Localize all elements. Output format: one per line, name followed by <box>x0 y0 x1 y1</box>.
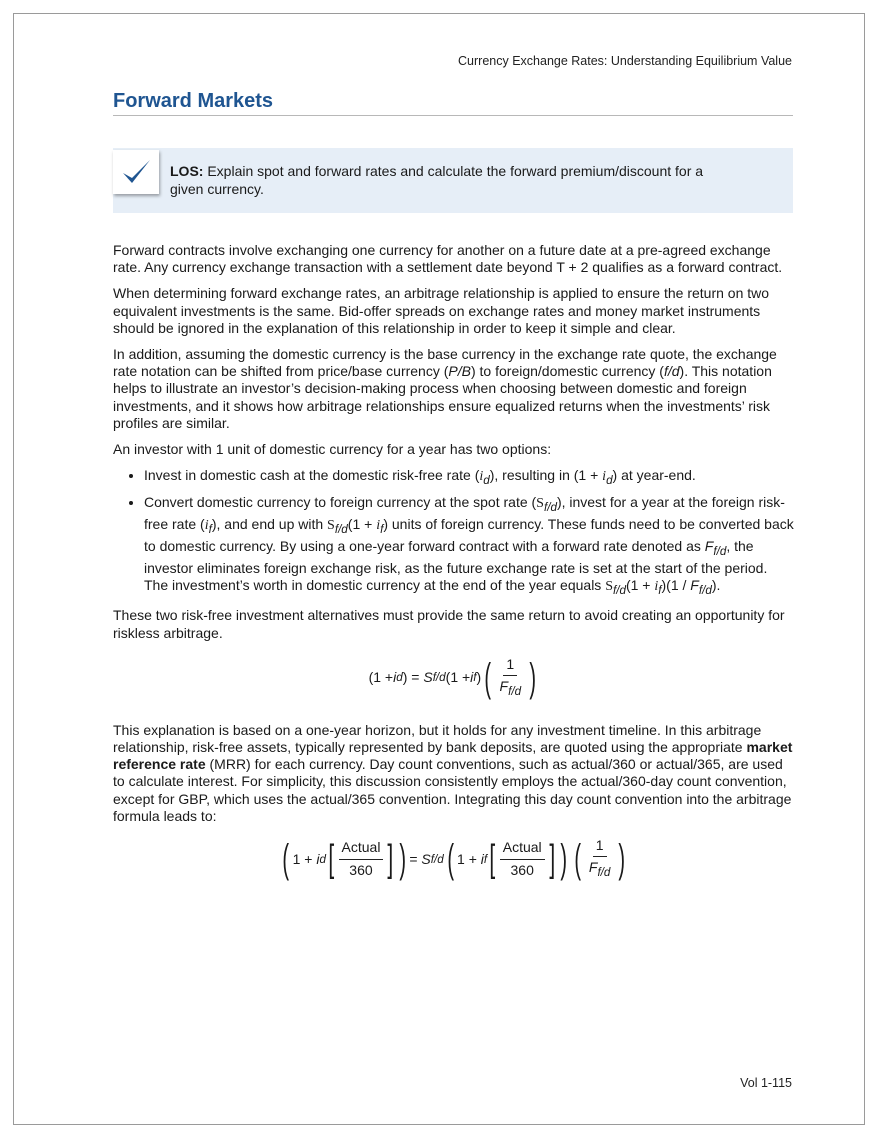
left-bracket: [ <box>328 838 335 881</box>
right-paren: ) <box>529 655 537 700</box>
symbol-fd: f/d <box>597 866 611 880</box>
los-check-badge <box>113 150 159 194</box>
text-run: ), resulting in (1 + <box>489 467 603 484</box>
symbol-i: i <box>479 469 484 485</box>
fraction <box>586 837 614 881</box>
eq-text: (1 + <box>445 669 471 686</box>
symbol-f: f <box>658 584 662 598</box>
symbol-fd: f/d <box>508 684 522 698</box>
symbol-fd: f/d <box>334 523 348 537</box>
right-paren: ) <box>618 837 626 882</box>
denominator: 360 <box>349 861 373 878</box>
text-run: (1 + <box>625 577 655 594</box>
left-paren: ( <box>447 837 454 882</box>
right-paren: ) <box>399 837 406 882</box>
left-paren: ( <box>573 837 581 882</box>
symbol-S: S <box>327 518 335 534</box>
text-run: Invest in domestic cash at the domestic risk-free rate ( <box>144 467 480 484</box>
symbol-S: S <box>536 496 544 512</box>
symbol-i: i <box>204 518 209 534</box>
symbol-d: d <box>319 852 326 866</box>
symbol-f: f <box>380 523 384 537</box>
numerator: 1 <box>593 837 607 857</box>
symbol-fd: f/d <box>432 671 446 685</box>
symbol-F: F <box>704 538 714 555</box>
symbol-f: f <box>473 671 477 685</box>
term-market-reference-rate: market reference rate <box>113 739 793 773</box>
symbol-d: d <box>396 671 403 685</box>
denominator <box>497 676 525 700</box>
text-run: ) units of foreign currency. These funds need to be converted back to domestic currency. By using a one-year forward contract with a forward rate denoted as <box>144 516 794 555</box>
paragraph-riskless-arbitrage: These two risk-free investment alternatives must provide the same return to avoid creating an opportunity for riskless arbitrage. <box>113 607 785 641</box>
eq-text: 1 + <box>292 850 313 867</box>
symbol-F: F <box>499 678 509 695</box>
paragraph-options-intro: An investor with 1 unit of domestic currency for a year has two options: <box>113 441 552 458</box>
los-text: Explain spot and forward rates and calculate the forward premium/discount for a given currency. <box>170 163 704 197</box>
text-run: ). <box>711 577 721 594</box>
symbol-d: d <box>483 474 490 488</box>
equation-day-count-parity <box>113 837 795 891</box>
symbol-d: d <box>606 474 613 488</box>
text-run: )(1 / <box>661 577 691 594</box>
numerator: Actual <box>500 839 545 859</box>
page-number: Vol 1-115 <box>740 1076 792 1090</box>
list-item <box>144 467 795 489</box>
denominator: 360 <box>510 861 534 878</box>
symbol-F: F <box>690 577 699 594</box>
fraction <box>339 839 384 878</box>
symbol-fd: f/d <box>543 501 557 515</box>
eq-text: (1 + <box>368 669 394 686</box>
text-run: ), and end up with <box>211 516 328 533</box>
text-run: P/B <box>448 363 471 380</box>
text-run: ). This notation helps to illustrate an investor’s decision-making process when choosing between domestic and foreign investments, and it shows how arbitrage relationships ensure equalized returns when the investments’ risk profiles are similar. <box>113 363 772 431</box>
text-run: (1 + <box>347 516 377 533</box>
symbol-S: S <box>421 850 431 867</box>
left-paren: ( <box>484 655 492 700</box>
left-paren: ( <box>282 837 290 882</box>
symbol-f: f <box>483 852 488 866</box>
text-run: ), invest for a year at the foreign risk-free rate ( <box>144 494 785 533</box>
symbol-S: S <box>605 579 613 595</box>
paragraph-arbitrage: When determining forward exchange rates, an arbitrage relationship is applied to ensure the return on two equivalent investments is the same. Bid-offer spreads on exchange rates and money market instruments should be ignored in the explanation of this relationship in order to keep it simple and clear. <box>113 285 770 336</box>
text-run: This explanation is based on a one-year horizon, but it holds for any investment timeline. In this arbitrage relationship, risk-free assets, typically represented by bank deposits, are quoted using the appropriate <box>113 721 762 756</box>
equation-covered-parity <box>113 656 795 704</box>
fraction <box>497 656 525 700</box>
text-run: Convert domestic currency to foreign currency at the spot rate ( <box>144 494 537 511</box>
numerator: Actual <box>339 839 384 859</box>
denominator <box>586 857 614 881</box>
symbol-fd: f/d <box>613 584 626 598</box>
paragraph-forward-contracts: Forward contracts involve exchanging one currency for another on a future date at a pre-agreed exchange rate. Any currency exchange transaction with a settlement date beyond T + 2 qualifies as a forward contract. <box>113 242 783 276</box>
los-box <box>113 148 793 213</box>
text-run: f/d <box>663 363 680 380</box>
running-head: Currency Exchange Rates: Understanding Equilibrium Value <box>458 54 792 68</box>
right-bracket: ] <box>387 838 394 881</box>
section-title: Forward Markets <box>113 90 274 112</box>
symbol-fd: f/d <box>713 545 727 559</box>
symbol-i: i <box>470 669 474 686</box>
symbol-i: i <box>480 850 484 867</box>
body-text <box>113 242 795 891</box>
eq-text: = <box>409 850 418 867</box>
symbol-S: S <box>423 669 433 686</box>
symbol-f: f <box>208 523 212 537</box>
symbol-fd: f/d <box>698 584 712 598</box>
fraction <box>500 839 545 878</box>
right-paren: ) <box>560 837 568 882</box>
document-page <box>13 13 865 1125</box>
paragraph-notation <box>113 346 795 432</box>
title-divider <box>113 115 793 116</box>
eq-text: ) = <box>402 669 420 686</box>
los-label: LOS: <box>170 163 204 179</box>
options-list <box>113 467 795 599</box>
symbol-i: i <box>602 469 607 485</box>
symbol-F: F <box>588 859 598 876</box>
symbol-i: i <box>393 669 397 686</box>
right-bracket: ] <box>549 838 555 881</box>
list-item <box>144 494 795 599</box>
symbol-i: i <box>316 850 320 867</box>
los-statement <box>170 162 730 198</box>
numerator: 1 <box>503 656 517 676</box>
text-run: In addition, assuming the domestic currency is the base currency in the exchange rate quote, the exchange rate notation can be shifted from price/base currency ( <box>113 346 777 380</box>
left-bracket: [ <box>489 838 496 881</box>
paragraph-day-count <box>113 722 795 825</box>
eq-text: 1 + <box>457 850 477 867</box>
text-run: ) at year-end. <box>612 467 696 484</box>
symbol-fd: f/d <box>430 852 444 866</box>
text-run: , the investor eliminates foreign exchange risk, as the future exchange rate is set at the start of the period. The investment’s worth in domestic currency at the end of the year equals <box>144 538 768 594</box>
symbol-i: i <box>376 518 381 534</box>
text-run: ) to foreign/domestic currency ( <box>470 363 664 380</box>
symbol-i: i <box>654 579 659 595</box>
checkmark-icon <box>120 156 152 188</box>
eq-text: ) <box>476 669 482 686</box>
text-run: (MRR) for each currency. Day count conventions, such as actual/360 or actual/365, are used to calculate interest. For simplicity, this discussion consistently employs the actual/360-day count convention, except for GBP, which uses the actual/365 convention. Integrating this day count convention into the arbitrage formula leads to: <box>113 756 792 824</box>
